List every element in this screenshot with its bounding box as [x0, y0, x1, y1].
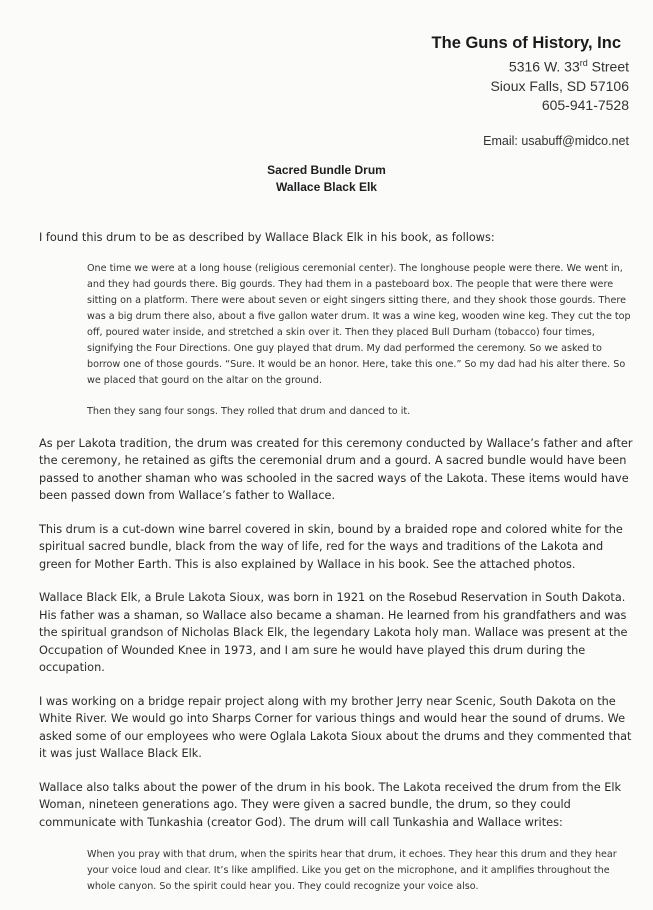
document-body [39, 229, 635, 910]
body-paragraph-3: Wallace Black Elk, a Brule Lakota Sioux, was born in 1921 on the Rosebud Reservation in South Dakota. His father was a shaman, so Wallace also became a shaman. He learned from his grandfathers and was the spiritual grandson of Nicholas Black Elk, the legendary Lakota holy man. Wallace was present at the Occupation of Wounded Knee in 1973, and I am sure he would have played this drum during the occupation. [39, 591, 628, 674]
city-line: Sioux Falls, SD 57106 [490, 77, 629, 94]
body-paragraph-4: I was working on a bridge repair project along with my brother Jerry near Scenic, South Dakota on the White River. We would go into Sharps Corner for various things and would hear the sound of drums. We asked some of our employees who were Oglala Lakota Sioux about the drums and they commented that it was just Wallace Black Elk. [39, 694, 632, 760]
body-paragraph-2: This drum is a cut-down wine barrel covered in skin, bound by a braided rope and colored white for the spiritual sacred bundle, black from the way of life, red for the ways and traditions of the Lakota and green for Mother Earth. This is also explained by Wallace in his book. See the attached photos. [39, 522, 623, 571]
street-number: 5316 W. 33 [508, 58, 580, 75]
street-suffix: rd [579, 58, 588, 68]
title-line-1: Sacred Bundle Drum [267, 163, 386, 177]
quote-paragraph-2: Then they sang four songs. They rolled that drum and danced to it. [87, 405, 411, 417]
title-line-2: Wallace Black Elk [276, 180, 377, 194]
document-title [0, 162, 653, 196]
block-quote-1 [87, 261, 635, 420]
body-paragraph-5: Wallace also talks about the power of the drum in his book. The Lakota received the drum from the Elk Woman, nineteen generations ago. They were given a sacred bundle, the drum, so they could communicate with Tunkashia (creator God). The drum will call Tunkashia and Wallace writes: [39, 780, 622, 829]
quote-paragraph-1: One time we were at a long house (religious ceremonial center). The longhouse people were there. We went in, and they had gourds there. Big gourds. They had them in a pasteboard box. The people that were there were sitting on a platform. There were about seven or eight singers sitting there, and they shook those gourds. There was a big drum there also, about a five gallon water drum. It was a wine keg, wooden wine keg. They cut the top off, poured water inside, and stretched a skin over it. Then they placed Bull Durham (tobacco) four times, signifying the Four Directions. One guy played that drum. My dad performed the ceremony. So we asked to borrow one of those gourds. “Sure. It would be an honor. Here, take this one.” So my dad had his alter there. So we placed that gourd on the altar on the ground. [87, 262, 631, 386]
street-address [432, 54, 629, 77]
intro-paragraph: I found this drum to be as described by Wallace Black Elk in his book, as follows: [39, 231, 495, 244]
email-address: Email: usabuff@midco.net [483, 133, 629, 148]
street-name: Street [587, 58, 629, 75]
body-paragraph-1: As per Lakota tradition, the drum was created for this ceremony conducted by Wallace’s father and after the ceremony, he retained as gifts the ceremonial drum and a gourd. A sacred bundle would have been passed to another shaman who was schooled in the sacred ways of the Lakota. These items would have been passed down from Wallace’s father to Wallace. [39, 436, 633, 502]
phone-number: 605-941-7528 [541, 96, 629, 113]
block-quote-2 [87, 847, 635, 895]
letterhead [432, 33, 629, 148]
quote-2-paragraph: When you pray with that drum, when the spirits hear that drum, it echoes. They hear this drum and they hear your voice loud and clear. It’s like amplified. Like you get on the microphone, and it amplifies throughout the whole canyon. So the spirit could hear you. They could recognize your voice also. [87, 849, 617, 892]
company-name: The Guns of History, Inc [431, 34, 621, 52]
